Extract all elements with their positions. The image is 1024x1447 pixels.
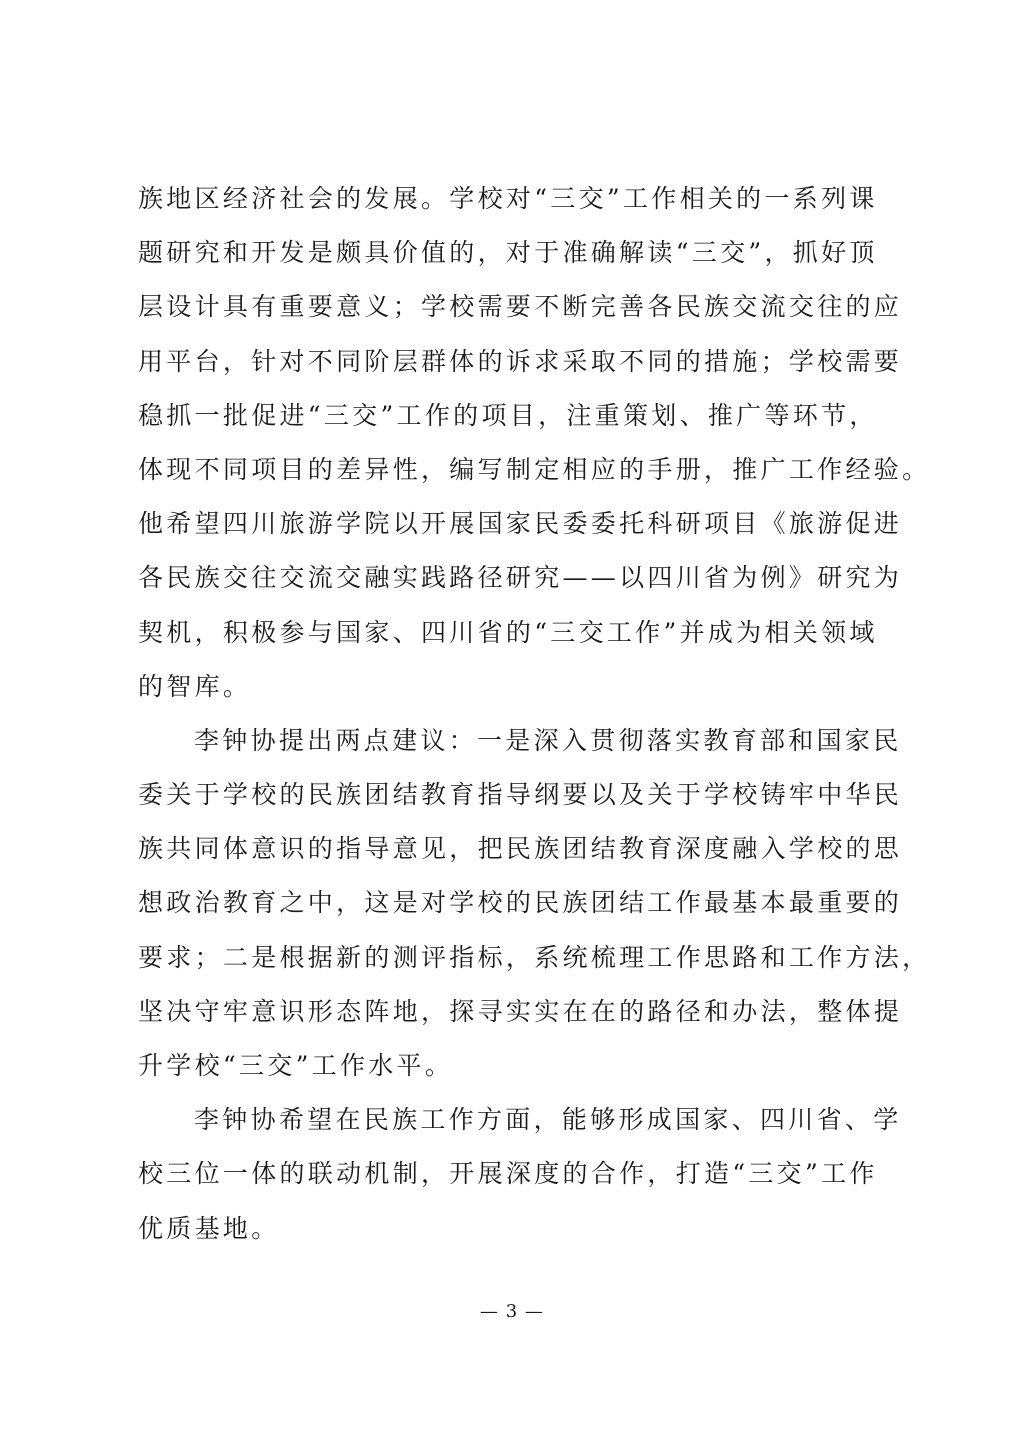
text-line: 委关于学校的民族团结教育指导纲要以及关于学校铸牢中华民: [138, 780, 903, 810]
body-text: [138, 172, 931, 1256]
text-line: 各民族交往交流交融实践路径研究——以四川省为例》研究为: [138, 563, 903, 593]
text-line: 层设计具有重要意义；学校需要不断完善各民族交流交往的应: [138, 292, 903, 322]
text-line: 族共同体意识的指导意见，把民族团结教育深度融入学校的思: [138, 834, 903, 864]
page-number: — 3 —: [480, 1301, 544, 1322]
paragraph-3: [138, 1093, 918, 1256]
paragraph-2: [138, 714, 931, 1093]
text-line: 稳抓一批促进“三交”工作的项目，注重策划、推广等环节，: [138, 400, 878, 430]
text-line: 题研究和开发是颇具价值的，对于准确解读“三交”，抓好顶: [138, 238, 878, 268]
text-line: 契机，积极参与国家、四川省的“三交工作”并成为相关领域: [138, 617, 878, 647]
text-line: 李钟协提出两点建议：一是深入贯彻落实教育部和国家民: [194, 725, 902, 755]
text-line: 优质基地。: [138, 1213, 280, 1243]
text-line: 想政治教育之中，这是对学校的民族团结工作最基本最重要的: [138, 888, 903, 918]
text-line: 族地区经济社会的发展。学校对“三交”工作相关的一系列课: [138, 184, 878, 213]
text-line: 李钟协希望在民族工作方面，能够形成国家、四川省、学: [194, 1105, 902, 1135]
paragraph-1: [138, 172, 931, 714]
text-line: 他希望四川旅游学院以开展国家民委委托科研项目《旅游促进: [138, 509, 903, 539]
text-line: 坚决守牢意识形态阵地，探寻实实在在的路径和办法，整体提: [138, 996, 903, 1026]
text-line: 校三位一体的联动机制，开展深度的合作，打造“三交”工作: [138, 1159, 878, 1189]
text-line: 用平台，针对不同阶层群体的诉求采取不同的措施；学校需要: [138, 346, 903, 376]
text-line: 升学校“三交”工作水平。: [138, 1051, 454, 1080]
text-line: 体现不同项目的差异性，编写制定相应的手册，推广工作经验。: [138, 454, 931, 484]
text-line: 的智库。: [138, 671, 252, 701]
text-line: 要求；二是根据新的测评指标，系统梳理工作思路和工作方法，: [138, 942, 931, 972]
